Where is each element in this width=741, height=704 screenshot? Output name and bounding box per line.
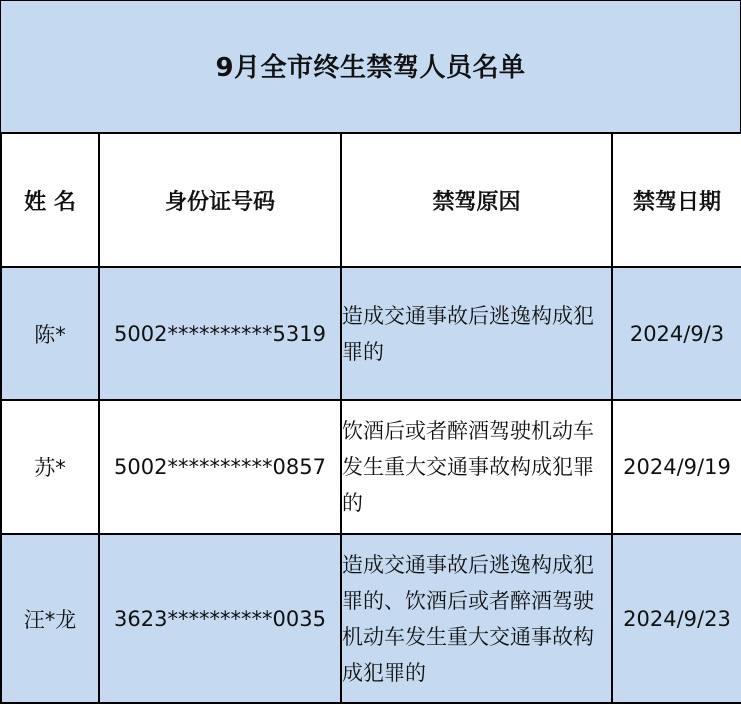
cell-id-number: 5002**********0857 — [99, 400, 341, 534]
cell-name: 陈* — [1, 267, 99, 400]
cell-reason: 造成交通事故后逃逸构成犯罪的、饮酒后或者醉酒驾驶机动车发生重大交通事故构成犯罪的 — [341, 534, 612, 703]
cell-date: 2024/9/19 — [612, 400, 741, 534]
cell-date: 2024/9/23 — [612, 534, 741, 703]
header-reason: 禁驾原因 — [341, 133, 612, 267]
cell-date: 2024/9/3 — [612, 267, 741, 400]
cell-id-number: 5002**********5319 — [99, 267, 341, 400]
table-header-row — [1, 133, 741, 267]
header-id-number: 身份证号码 — [99, 133, 341, 267]
header-date: 禁驾日期 — [612, 133, 741, 267]
cell-reason: 饮酒后或者醉酒驾驶机动车发生重大交通事故构成犯罪的 — [341, 400, 612, 534]
drivers-table — [0, 132, 741, 704]
cell-reason: 造成交通事故后逃逸构成犯罪的 — [341, 267, 612, 400]
page-title: 9月全市终生禁驾人员名单 — [215, 53, 526, 83]
header-name: 姓 名 — [1, 133, 99, 267]
cell-id-number: 3623**********0035 — [99, 534, 341, 703]
cell-name: 苏* — [1, 400, 99, 534]
table-row — [1, 267, 741, 400]
title-bar — [0, 0, 741, 132]
table-row — [1, 534, 741, 703]
table-row — [1, 400, 741, 534]
cell-name: 汪*龙 — [1, 534, 99, 703]
